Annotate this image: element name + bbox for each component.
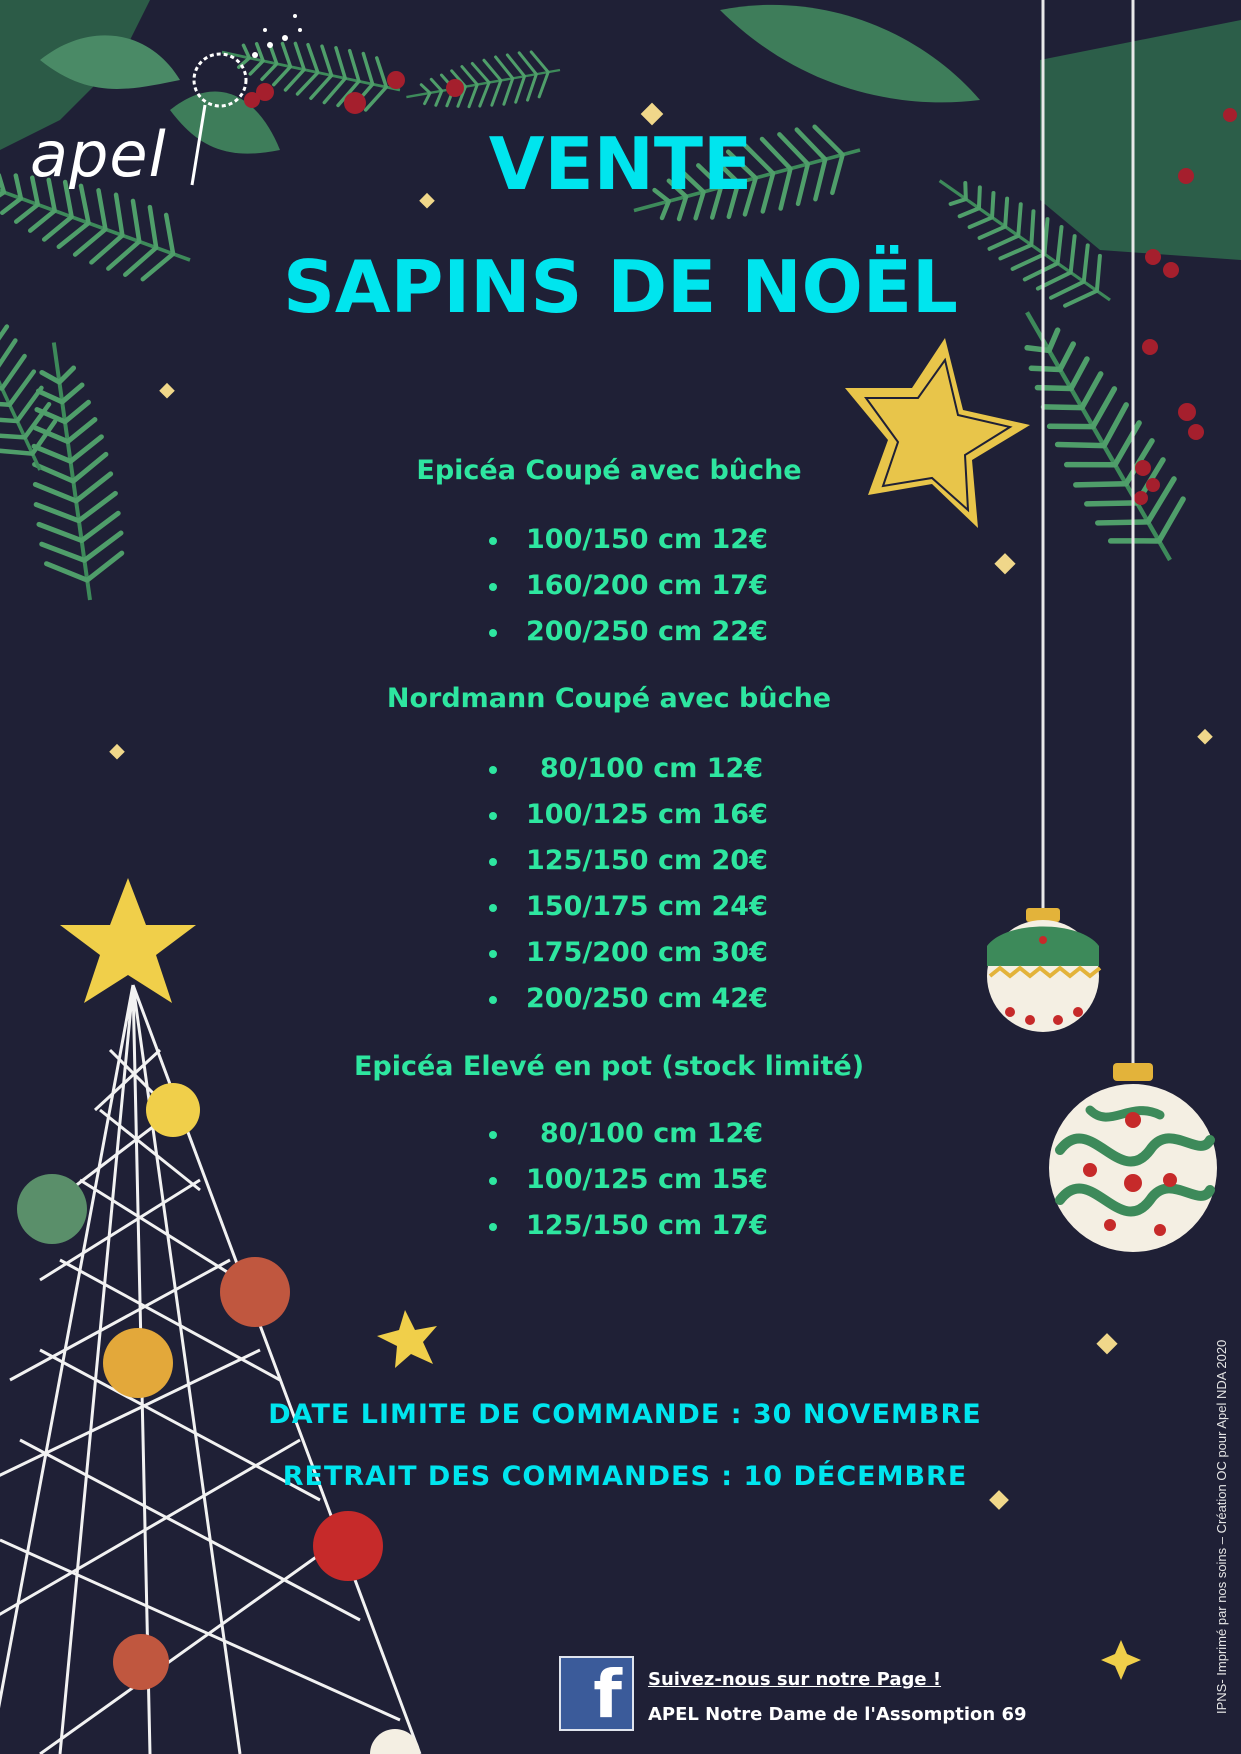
list-item: 100/125 cm 16€ [486, 792, 768, 838]
price-list-epicea-coupe [486, 517, 768, 655]
apel-logo: apel [30, 118, 167, 191]
facebook-glyph: f [593, 1656, 622, 1733]
ornament-large [1049, 1063, 1217, 1252]
christmas-tree [0, 985, 420, 1754]
list-item: 150/175 cm 24€ [486, 884, 768, 930]
section-heading-nordmann-coupe: Nordmann Coupé avec bûche [386, 683, 832, 714]
list-item: 125/150 cm 20€ [486, 838, 768, 884]
print-credit: IPNS- Imprimé par nos soins – Création OC pour Apel NDA 2020 [1214, 1339, 1229, 1714]
tree-top-star [60, 878, 196, 1003]
facebook-page-name: APEL Notre Dame de l'Assomption 69 [648, 1704, 1027, 1725]
page-title-line-1: VENTE [488, 122, 753, 206]
list-item: 100/150 cm 12€ [486, 517, 768, 563]
section-heading-epicea-coupe: Epicéa Coupé avec bûche [416, 455, 802, 486]
section-heading-epicea-pot: Epicéa Elevé en pot (stock limité) [353, 1051, 865, 1082]
list-item: 80/100 cm 12€ [486, 1111, 768, 1157]
list-item: 160/200 cm 17€ [486, 563, 768, 609]
list-item: 125/150 cm 17€ [486, 1203, 768, 1249]
list-item: 80/100 cm 12€ [486, 746, 768, 792]
price-list-nordmann-coupe [486, 746, 768, 1022]
follow-page-link[interactable]: Suivez-nous sur notre Page ! [648, 1669, 942, 1690]
list-item: 100/125 cm 15€ [486, 1157, 768, 1203]
list-item: 200/250 cm 42€ [486, 976, 768, 1022]
gold-star-outline [845, 338, 1030, 528]
price-list-epicea-pot [486, 1111, 768, 1249]
order-deadline: DATE LIMITE DE COMMANDE : 30 NOVEMBRE [268, 1399, 982, 1430]
facebook-icon[interactable] [559, 1656, 634, 1731]
ornament-small [987, 908, 1100, 1032]
list-item: 175/200 cm 30€ [486, 930, 768, 976]
list-item: 200/250 cm 22€ [486, 609, 768, 655]
page-title-line-2: SAPINS DE NOËL [283, 245, 958, 329]
pickup-date: RETRAIT DES COMMANDES : 10 DÉCEMBRE [282, 1461, 968, 1492]
